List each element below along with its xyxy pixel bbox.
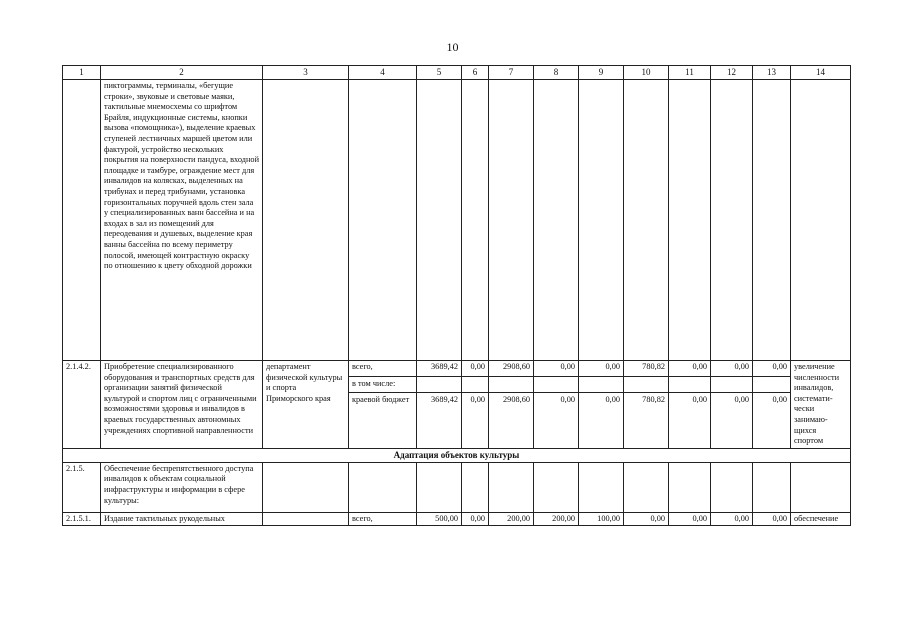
program-table xyxy=(62,65,851,526)
column-number-row xyxy=(63,66,851,80)
total-value: 2908,60 xyxy=(503,362,530,371)
row-code: 2.1.5. xyxy=(63,462,101,512)
row-result: увеличение численности инвалидов, системати-чески занимаю-щихся спортом xyxy=(791,361,851,449)
cell-empty xyxy=(263,80,349,361)
funding-budget-label: краевой бюджет xyxy=(349,392,416,406)
col-header: 14 xyxy=(791,66,851,80)
col-header: 6 xyxy=(462,66,489,80)
col-header: 5 xyxy=(417,66,462,80)
cell-empty xyxy=(462,80,489,361)
cell-empty xyxy=(417,462,462,512)
col-header: 7 xyxy=(489,66,534,80)
amount-cell: 500,00 xyxy=(417,512,462,526)
table-row-2151 xyxy=(63,512,851,526)
total-value: 0,00 xyxy=(772,362,787,371)
total-value: 3689,42 xyxy=(431,362,458,371)
col-header: 12 xyxy=(711,66,753,80)
amount-cell: 0,00 xyxy=(753,512,791,526)
cell-empty xyxy=(624,80,669,361)
col-header: 9 xyxy=(579,66,624,80)
col-header: 13 xyxy=(753,66,791,80)
budget-value: 2908,60 xyxy=(489,392,533,406)
total-value: 0,00 xyxy=(692,362,707,371)
amount-cell: 0,00 xyxy=(711,512,753,526)
table-row-continuation xyxy=(63,80,851,361)
budget-value: 0,00 xyxy=(462,392,488,406)
amount-cell: 200,00 xyxy=(534,512,579,526)
cell-empty xyxy=(669,462,711,512)
row-name: Обеспечение беспрепятственного доступа инвалидов к объектам социальной инфраструктуры и информации в сфере культуры: xyxy=(101,462,263,512)
amount-cell: 200,00 xyxy=(489,512,534,526)
cell-empty xyxy=(579,462,624,512)
budget-value: 0,00 xyxy=(711,392,752,406)
row-name: Издание тактильных рукодельных xyxy=(101,512,263,526)
amount-cell: 0,00 xyxy=(462,512,489,526)
total-value: 0,00 xyxy=(560,362,575,371)
budget-value: 0,00 xyxy=(753,392,790,406)
amount-cell xyxy=(579,361,624,449)
total-value: 780,82 xyxy=(642,362,665,371)
cell-empty xyxy=(263,512,349,526)
amount-cell xyxy=(489,361,534,449)
col-header: 2 xyxy=(101,66,263,80)
section-row xyxy=(63,448,851,462)
amount-cell xyxy=(624,361,669,449)
section-title: Адаптация объектов культуры xyxy=(63,448,851,462)
cell-empty xyxy=(791,462,851,512)
cell-empty xyxy=(349,462,417,512)
amount-cell xyxy=(462,361,489,449)
total-value: 0,00 xyxy=(605,362,620,371)
cell-empty xyxy=(669,80,711,361)
cell-empty xyxy=(63,80,101,361)
cell-empty xyxy=(753,462,791,512)
budget-value: 0,00 xyxy=(579,392,623,406)
page-number: 10 xyxy=(446,40,459,54)
cell-empty xyxy=(711,80,753,361)
cell-empty xyxy=(579,80,624,361)
row-name: Приобретение специализированного оборудования и транспортных средств для организации занятий физической культурой и спортом лиц с ограниченными возможностями здоровья и инвалидов в краевых государственных автономных учреждениях спортивной направленности xyxy=(101,361,263,449)
cell-empty xyxy=(534,462,579,512)
cell-empty xyxy=(534,80,579,361)
amount-cell xyxy=(669,361,711,449)
amount-cell: 0,00 xyxy=(669,512,711,526)
funding-total-label: всего, xyxy=(352,362,373,371)
row-code: 2.1.5.1. xyxy=(63,512,101,526)
funding-incl-label: в том числе: xyxy=(349,376,416,390)
col-header: 10 xyxy=(624,66,669,80)
row-result: обеспечение xyxy=(791,512,851,526)
col-header: 8 xyxy=(534,66,579,80)
cell-empty xyxy=(624,462,669,512)
continuation-text: пиктограммы, терминалы, «бегущие строки», звуковые и световые маяки, тактильные мнемосхемы со шрифтом Брайля, индукционные системы, кнопки вызова «помощника»), выделение краевых ступеней лестничных маршей цветом или фактурой, устройство нескольких покрытия на поверхности пандуса, входной площадке и тамбуре, ограждение мест для инвалидов на колясках, выделенных на трибунах и перед трибунами, установка горизонтальных поручней вдоль стен зала у специализированных ванн бассейна и на входах в зал из помещений для переодевания и душевых, выделение края ванны бассейна по всему периметру полосой, имеющей контрастную окраску по отношению к цвету обходной дорожки xyxy=(101,80,263,361)
total-value: 0,00 xyxy=(734,362,749,371)
table-row-215 xyxy=(63,462,851,512)
funding-source-cell xyxy=(349,361,417,449)
cell-empty xyxy=(489,462,534,512)
cell-empty xyxy=(417,80,462,361)
cell-empty xyxy=(791,80,851,361)
row-code: 2.1.4.2. xyxy=(63,361,101,449)
amount-cell xyxy=(534,361,579,449)
col-header: 11 xyxy=(669,66,711,80)
amount-cell xyxy=(417,361,462,449)
amount-cell: 0,00 xyxy=(624,512,669,526)
budget-value: 0,00 xyxy=(669,392,710,406)
amount-cell xyxy=(753,361,791,449)
col-header: 1 xyxy=(63,66,101,80)
col-header: 4 xyxy=(349,66,417,80)
amount-cell xyxy=(711,361,753,449)
total-value: 0,00 xyxy=(470,362,485,371)
cell-empty xyxy=(349,80,417,361)
cell-empty xyxy=(753,80,791,361)
cell-empty xyxy=(263,462,349,512)
cell-empty xyxy=(462,462,489,512)
cell-empty xyxy=(711,462,753,512)
funding-total-label: всего, xyxy=(349,512,417,526)
row-executor: департамент физической культуры и спорта Приморского края xyxy=(263,361,349,449)
budget-value: 3689,42 xyxy=(417,392,461,406)
budget-value: 780,82 xyxy=(624,392,668,406)
amount-cell: 100,00 xyxy=(579,512,624,526)
col-header: 3 xyxy=(263,66,349,80)
table-row-2142 xyxy=(63,361,851,449)
budget-value: 0,00 xyxy=(534,392,578,406)
cell-empty xyxy=(489,80,534,361)
